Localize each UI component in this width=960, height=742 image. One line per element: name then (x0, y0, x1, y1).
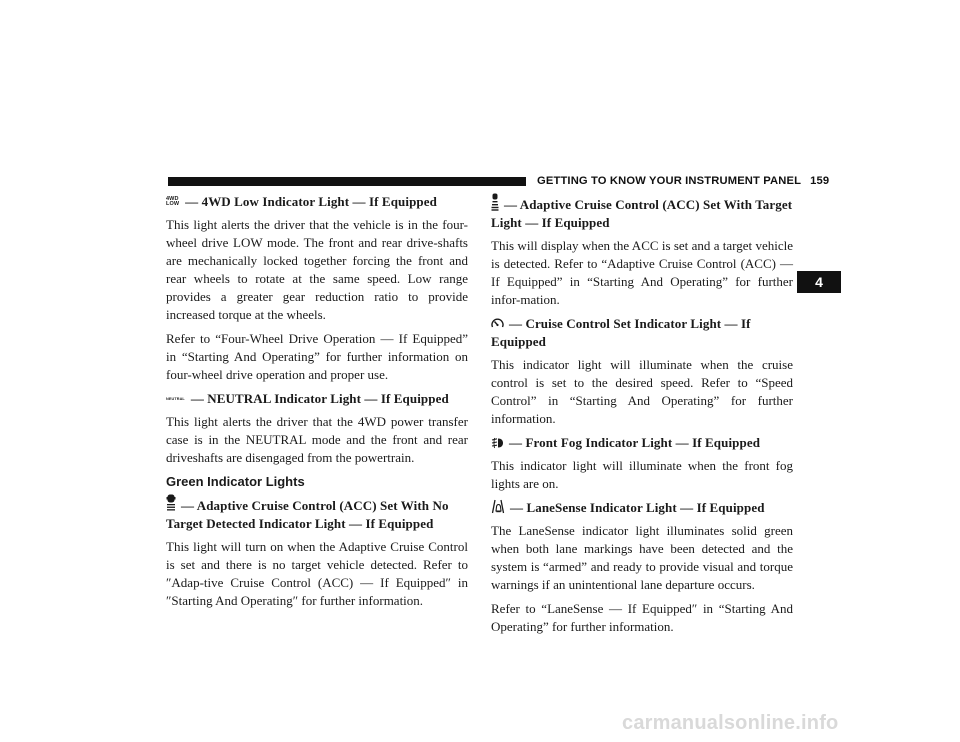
chapter-tab: 4 (797, 271, 841, 293)
lanesense-icon (491, 499, 505, 514)
page-number: 159 (810, 175, 830, 187)
paragraph-neutral: This light alerts the driver that the 4WD power transfer case is in the NEUTRAL mode and the front and rear driveshafts are disengaged from the powertrain. (166, 414, 468, 465)
heading-lanesense: — LaneSense Indicator Light — If Equipped (491, 499, 793, 517)
right-column (491, 193, 793, 642)
section-title-green: Green Indicator Lights (166, 474, 305, 489)
paragraph-4wd-low-2: Refer to “Four-Wheel Drive Operation — If Equipped” in “Starting And Operating” for further information on four-wheel drive operation and proper use. (166, 331, 468, 382)
heading-cruise-set: — Cruise Control Set Indicator Light — If Equipped (491, 316, 751, 349)
left-column (166, 193, 468, 616)
front-fog-light-icon (491, 437, 504, 449)
heading-acc-no-target: — Adaptive Cruise Control (ACC) Set With No Target Detected Indicator Light — If Equipped (166, 494, 468, 533)
header-rule (168, 177, 526, 186)
paragraph-front-fog: This indicator light will illuminate when the front fog lights are on. (491, 458, 793, 491)
acc-car-target-icon (491, 193, 499, 211)
paragraph-lanesense-1: The LaneSense indicator light illuminates solid green when both lane markings have been detected and the system is “armed” and ready to provide visual and torque warnings if an unintentional lane departure occurs. (491, 523, 793, 592)
watermark: carmanualsonline.info (622, 712, 839, 734)
paragraph-4wd-low-1: This light alerts the driver that the vehicle is in the four-wheel drive LOW mode. The front and rear drive-shafts are mechanically locked together forcing the front and rear wheels to rotate at the same speed. Low range provides a greater gear reduction ratio to provide increased torque at the wheels. (166, 217, 468, 322)
speedometer-icon (491, 318, 504, 330)
acc-car-icon (166, 494, 176, 512)
heading-front-fog: — Front Fog Indicator Light — If Equipped (491, 434, 793, 452)
running-header-title: GETTING TO KNOW YOUR INSTRUMENT PANEL (537, 175, 802, 187)
4wd-low-icon: 4WD LOW (166, 195, 180, 207)
heading-neutral: NEUTRAL — NEUTRAL Indicator Light — If Equipped (166, 391, 449, 406)
paragraph-lanesense-2: Refer to “LaneSense — If Equipped″ in “Starting And Operating” for further information. (491, 601, 793, 634)
heading-acc-target: — Adaptive Cruise Control (ACC) Set With Target Light — If Equipped (491, 193, 793, 232)
paragraph-acc-no-target: This light will turn on when the Adaptive Cruise Control is set and there is no target vehicle detected. Refer to ″Adap-tive Cruise Control (ACC) — If Equipped″ in ″Starting And Operating″ for further information. (166, 539, 468, 608)
running-header (537, 174, 829, 188)
neutral-icon: NEUTRAL (166, 397, 185, 401)
paragraph-cruise-set: This indicator light will illuminate when the cruise control is set to the desired speed. Refer to “Speed Control” in “Starting And Operating” for further information. (491, 357, 793, 426)
heading-4wd-low: 4WD LOW — 4WD Low Indicator Light — If Equipped (166, 194, 437, 209)
paragraph-acc-target: This will display when the ACC is set and a target vehicle is detected. Refer to “Adaptive Cruise Control (ACC) — If Equipped” in “Starting And Operating” for further infor-mation. (491, 238, 793, 307)
